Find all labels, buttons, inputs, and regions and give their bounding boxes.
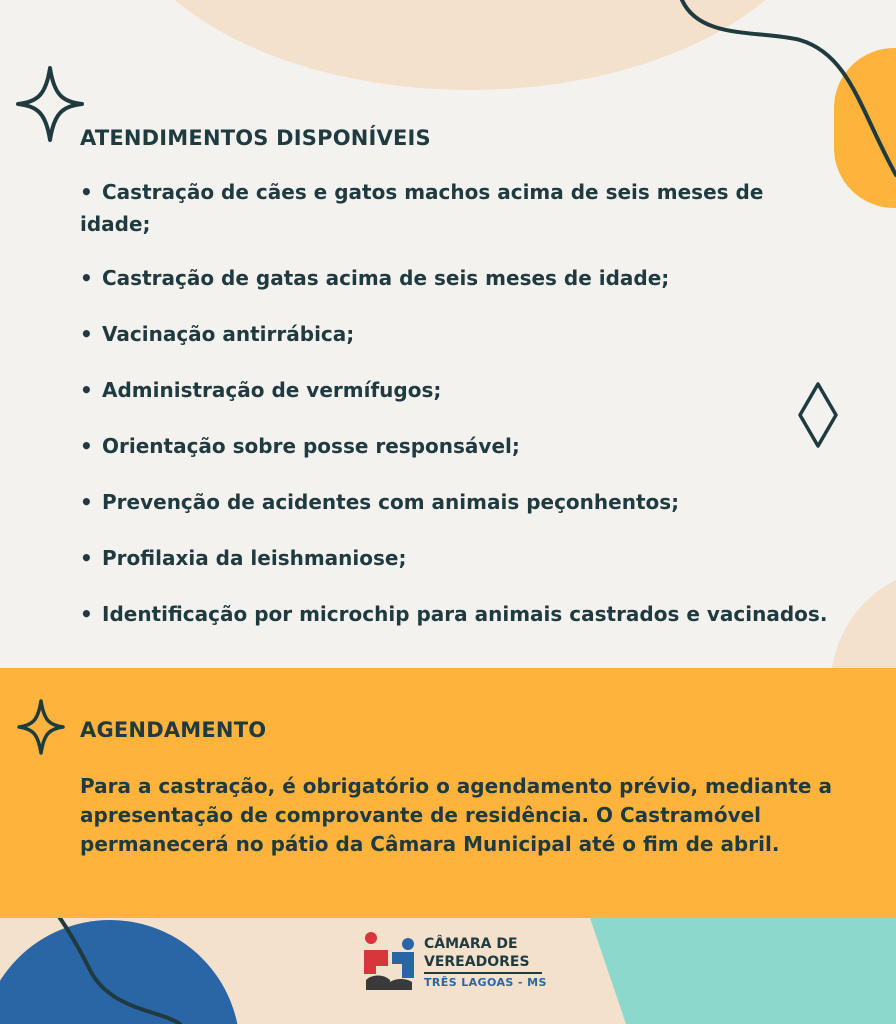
list-item bbox=[80, 486, 840, 518]
scheduling-line-1: Para a castração, é obrigatório o agendamento prévio, mediante a bbox=[80, 774, 832, 798]
logo-mark-icon bbox=[362, 930, 418, 994]
bullet-icon: • bbox=[80, 546, 93, 570]
list-item bbox=[80, 542, 840, 574]
bullet-icon: • bbox=[80, 378, 93, 402]
list-item bbox=[80, 598, 840, 630]
list-item-text: Orientação sobre posse responsável; bbox=[102, 434, 520, 458]
list-item-text: Prevenção de acidentes com animais peçonhentos; bbox=[102, 490, 680, 514]
sparkle-icon bbox=[14, 64, 86, 144]
list-item-text: Vacinação antirrábica; bbox=[102, 322, 355, 346]
peach-blob-top bbox=[110, 0, 830, 90]
services-title: ATENDIMENTOS DISPONÍVEIS bbox=[80, 126, 431, 150]
bullet-icon: • bbox=[80, 180, 93, 204]
list-item-text-continued: idade; bbox=[80, 212, 151, 236]
list-item-text: Castração de cães e gatos machos acima de seis meses de bbox=[102, 180, 764, 204]
list-item bbox=[80, 176, 840, 240]
list-item bbox=[80, 430, 840, 462]
logo-line-2: VEREADORES bbox=[424, 954, 530, 970]
list-item bbox=[80, 318, 840, 350]
list-item-text: Profilaxia da leishmaniose; bbox=[102, 546, 407, 570]
list-item-text: Castração de gatas acima de seis meses de idade; bbox=[102, 266, 670, 290]
sparkle-icon-agenda bbox=[16, 698, 66, 756]
bullet-icon: • bbox=[80, 602, 93, 626]
scheduling-title: AGENDAMENTO bbox=[80, 718, 267, 742]
list-item bbox=[80, 374, 840, 406]
logo-divider bbox=[424, 972, 542, 974]
teal-blob-bottom bbox=[590, 918, 896, 1024]
scheduling-line-2: apresentação de comprovante de residência. O Castramóvel bbox=[80, 803, 762, 827]
bullet-icon: • bbox=[80, 434, 93, 458]
bullet-icon: • bbox=[80, 490, 93, 514]
list-item-text: Identificação por microchip para animais castrados e vacinados. bbox=[102, 602, 828, 626]
list-item-text: Administração de vermífugos; bbox=[102, 378, 442, 402]
bullet-icon: • bbox=[80, 322, 93, 346]
scheduling-text bbox=[80, 772, 860, 859]
bullet-icon: • bbox=[80, 266, 93, 290]
list-item bbox=[80, 262, 840, 294]
scheduling-line-3: permanecerá no pátio da Câmara Municipal até o fim de abril. bbox=[80, 832, 780, 856]
logo-line-1: CÂMARA DE bbox=[424, 936, 518, 952]
logo bbox=[362, 930, 552, 994]
logo-line-3: TRÊS LAGOAS - MS bbox=[424, 976, 547, 989]
